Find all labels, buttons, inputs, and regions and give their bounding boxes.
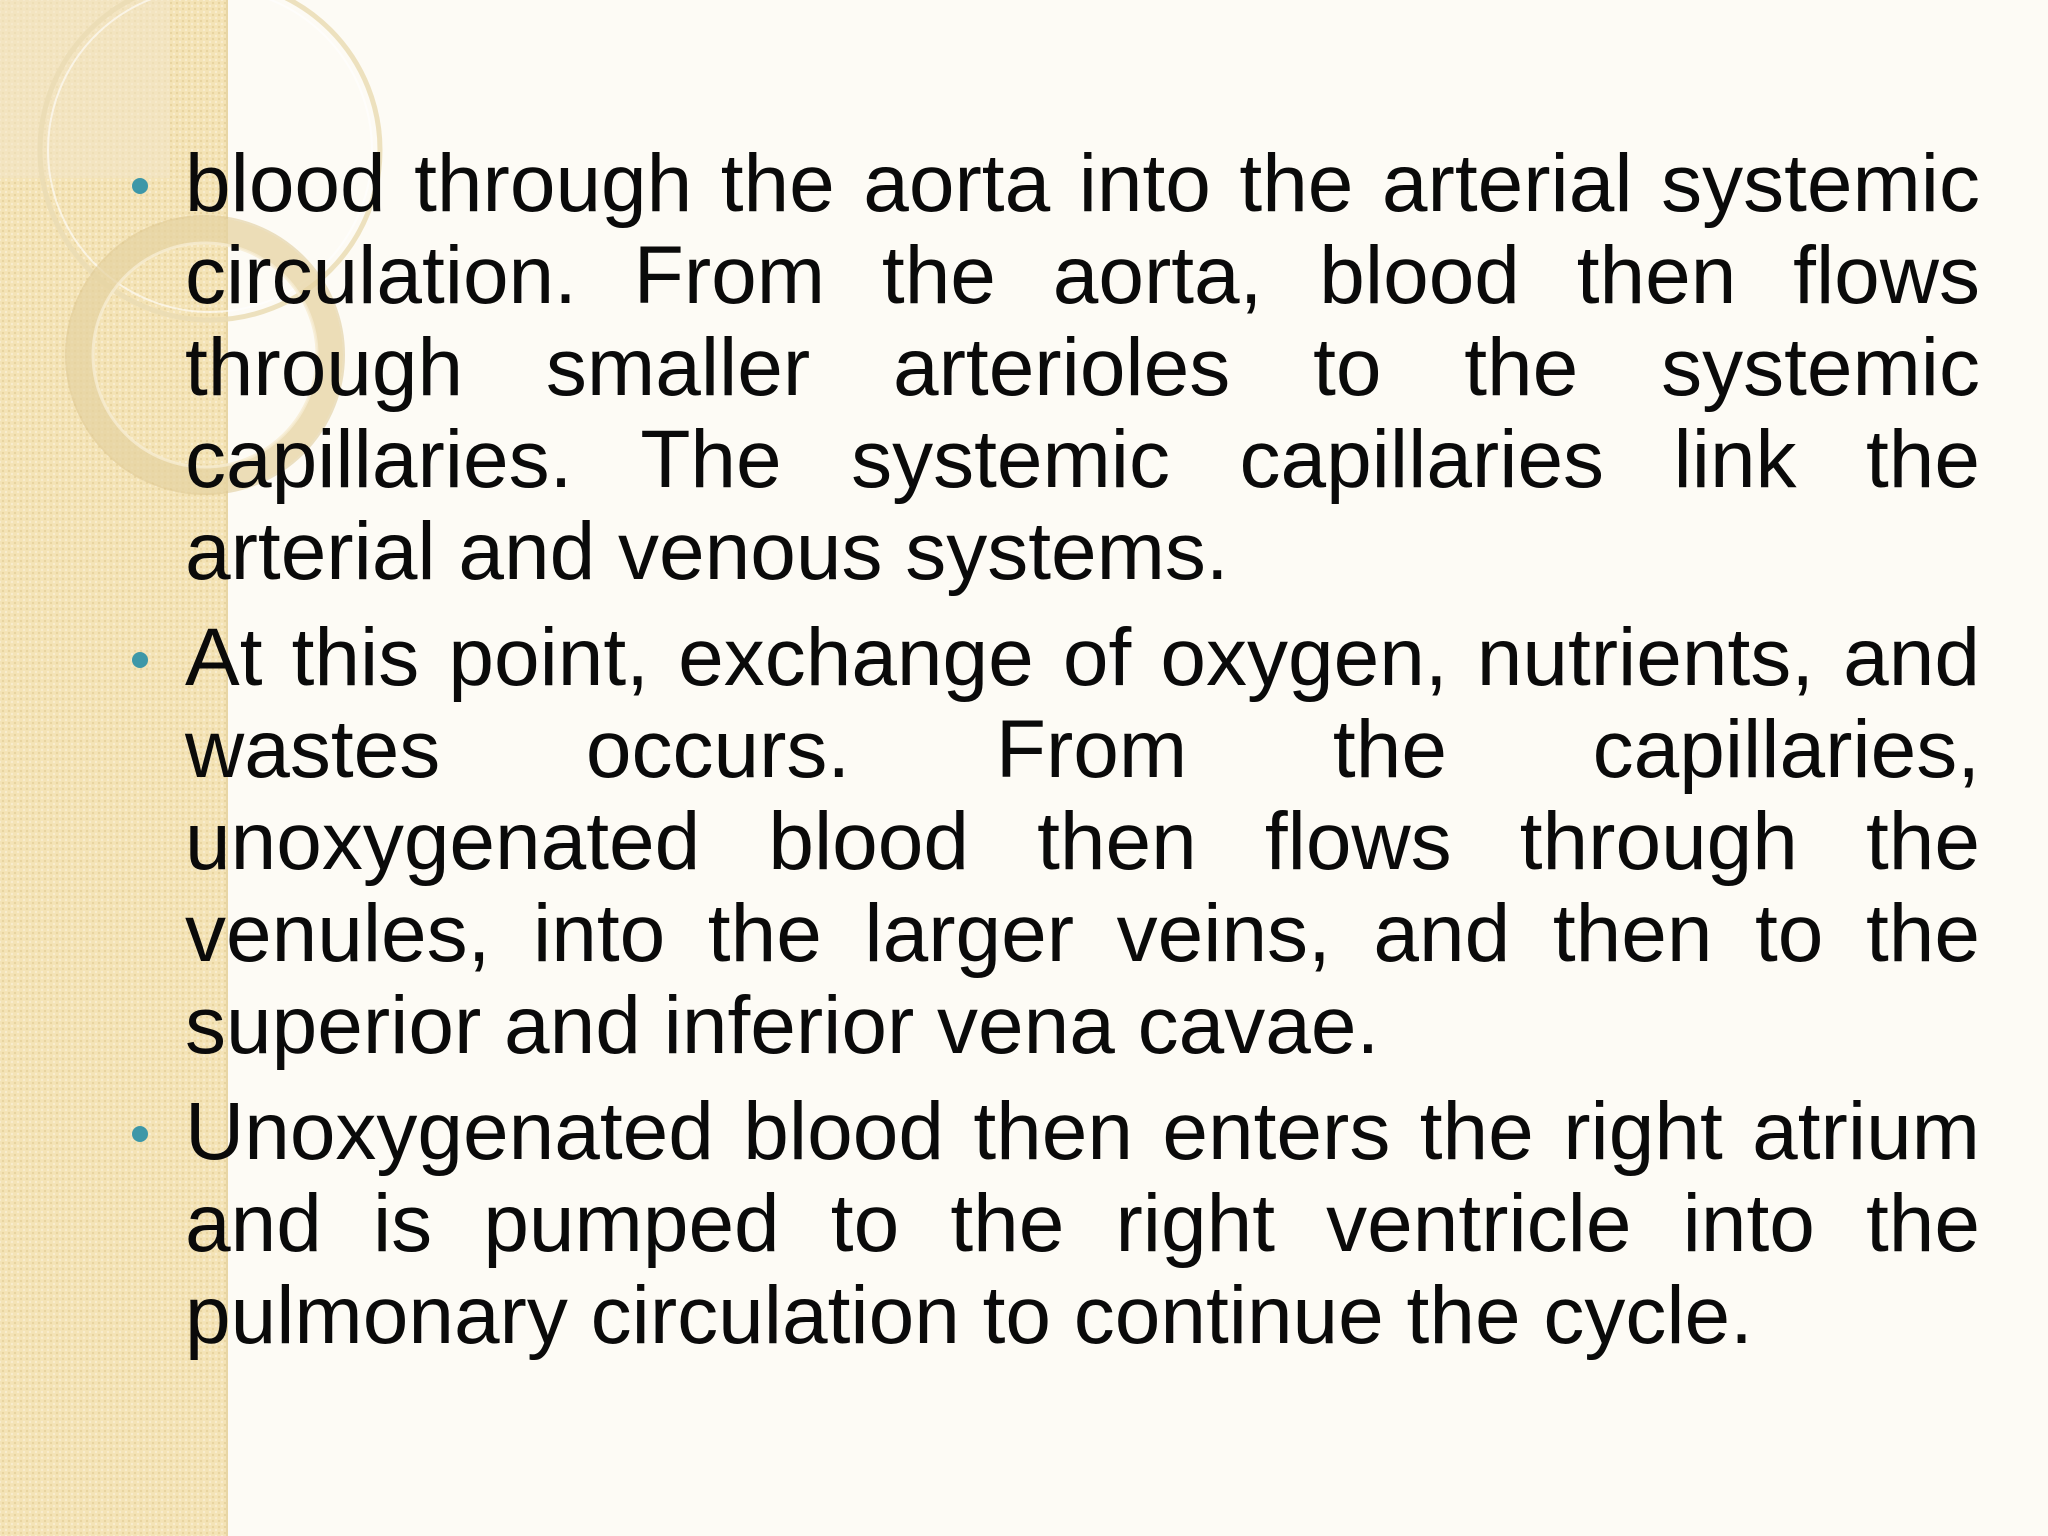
slide-content xyxy=(130,138,1980,1376)
bullet-dot-icon xyxy=(132,652,148,668)
bullet-list xyxy=(130,138,1980,1362)
bullet-text: At this point, exchange of oxygen, nutrients, and wastes occurs. From the capillaries, unoxygenated blood then flows through the venules, into the larger veins, and then to the superior and inferior vena cavae. xyxy=(185,612,1980,1071)
bullet-text: Unoxygenated blood then enters the right atrium and is pumped to the right ventricle into the pulmonary circulation to continue the cycle. xyxy=(185,1086,1980,1361)
bullet-text: blood through the aorta into the arterial systemic circulation. From the aorta, blood then flows through smaller arterioles to the systemic capillaries. The systemic capillaries link the arterial and venous systems. xyxy=(185,138,1980,597)
bullet-item xyxy=(130,1086,1980,1362)
bullet-item xyxy=(130,612,1980,1072)
bullet-dot-icon xyxy=(132,1126,148,1142)
bullet-dot-icon xyxy=(132,178,148,194)
bullet-item xyxy=(130,138,1980,598)
